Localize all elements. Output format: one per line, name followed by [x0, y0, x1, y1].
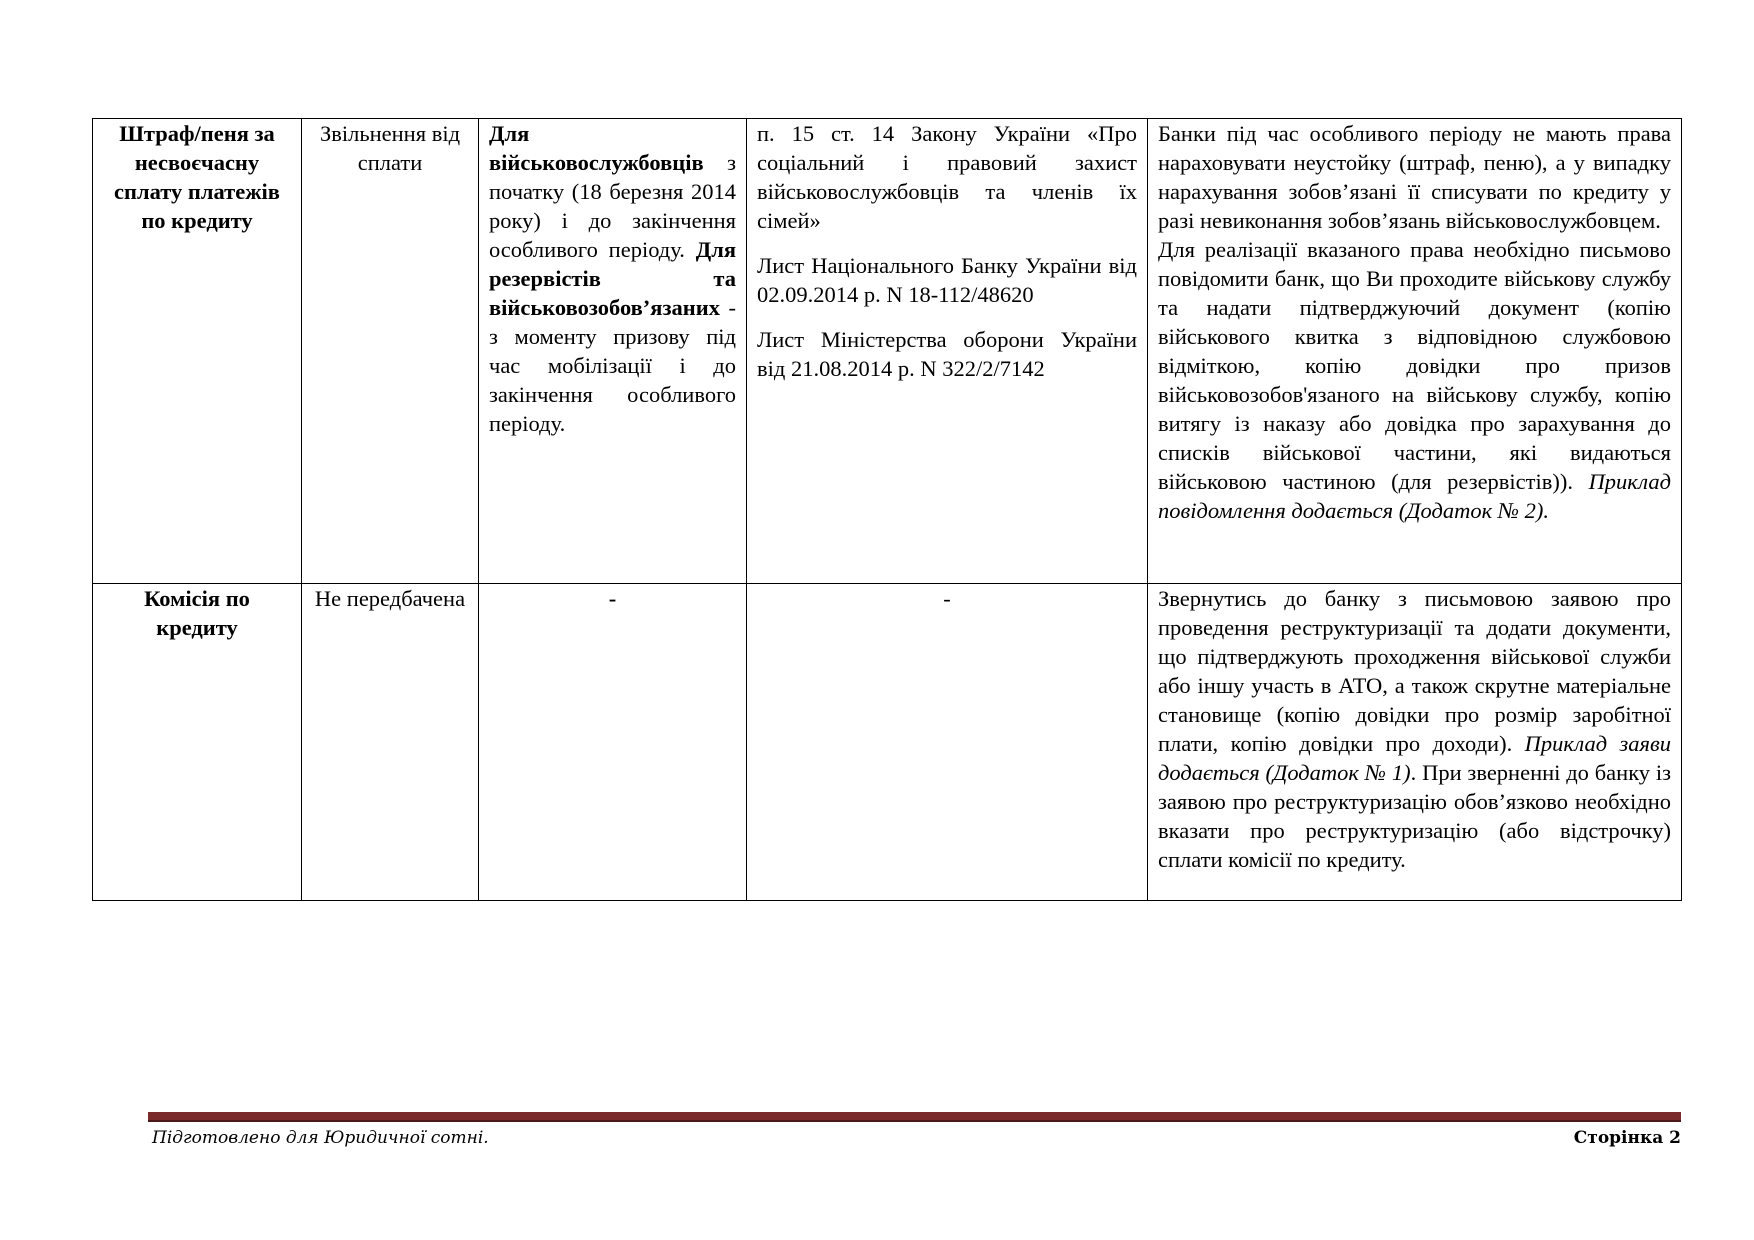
- cell-item: Штраф/пеня за несвоєчасну сплату платежів по кредиту: [93, 119, 302, 584]
- legal-basis-law: п. 15 ст. 14 Закону України «Про соціальний і правовий захист військовослужбовців та членів їх сімей»: [757, 121, 1137, 233]
- term-reservists-label: Для резервістів та військовозобов’язаних: [489, 237, 737, 320]
- cell-item: Комісія по кредиту: [93, 584, 302, 901]
- cell-action: [1148, 584, 1682, 901]
- action-paragraph: Банки під час особливого періоду не мають права нараховувати неустойку (штраф, пеню), а у випадку нарахування зобов’язані її списувати по кредиту у разі невиконання зобов’язань військовослужбовцем.: [1158, 121, 1671, 233]
- table-row: [93, 119, 1682, 584]
- cell-term: -: [479, 584, 747, 901]
- legal-basis-nbu-letter: Лист Національного Банку України від 02.09.2014 р. N 18-112/48620: [757, 253, 1137, 307]
- page-number: Сторінка 2: [1573, 1128, 1681, 1148]
- military-credit-benefits-table: [92, 118, 1682, 901]
- legal-basis-mod-letter: Лист Міністерства оборони України від 21.08.2014 р. N 322/2/7142: [757, 327, 1137, 381]
- cell-status: Звільнення від сплати: [302, 119, 479, 584]
- action-paragraph: Для реалізації вказаного права необхідно письмово повідомити банк, що Ви проходите військову службу та надати підтверджуючий документ (копію військового квитка з відповідною службовою відміткою, копію довідки про призов військовозобов'язаного на військову службу, копію витягу із наказу або довідка про зарахування до списків військової частини, які видаються військовою частиною (для резервістів)). Приклад повідомлення додається (Додаток № 2).: [1158, 237, 1672, 523]
- term-reservists-text: - з моменту призову під час мобілізації і до закінчення особливого періоду.: [489, 295, 736, 436]
- table-row: [93, 584, 1682, 901]
- cell-legal-basis: [747, 119, 1148, 584]
- cell-status: Не передбачена: [302, 584, 479, 901]
- term-servicemen-text: з початку (18 березня 2014 року) і до закінчення особливого періоду.: [489, 150, 736, 262]
- cell-action: [1148, 119, 1682, 584]
- cell-legal-basis: -: [747, 584, 1148, 901]
- action-paragraph: Звернутись до банку з письмовою заявою про проведення реструктуризації та додати документи, що підтверджують проходження військової служби або іншу участь в АТО, а також скрутне матеріальне становище (копію довідки про розмір заробітної плати, копію довідки про доходи). Приклад заяви додається (Додаток № 1). При зверненні до банку із заявою про реструктуризацію обов’язково необхідно вказати про реструктуризацію (або відстрочку) сплати комісії по кредиту.: [1158, 586, 1672, 872]
- term-servicemen-label: Для військовослужбовців: [489, 121, 704, 175]
- footer-divider: [148, 1112, 1681, 1122]
- footer-note: Підготовлено для Юридичної сотні.: [152, 1128, 489, 1148]
- appendix-reference: Приклад повідомлення додається (Додаток № 2).: [1158, 469, 1672, 523]
- cell-term: [479, 119, 747, 584]
- appendix-reference: Приклад заяви додається (Додаток № 1): [1158, 731, 1672, 785]
